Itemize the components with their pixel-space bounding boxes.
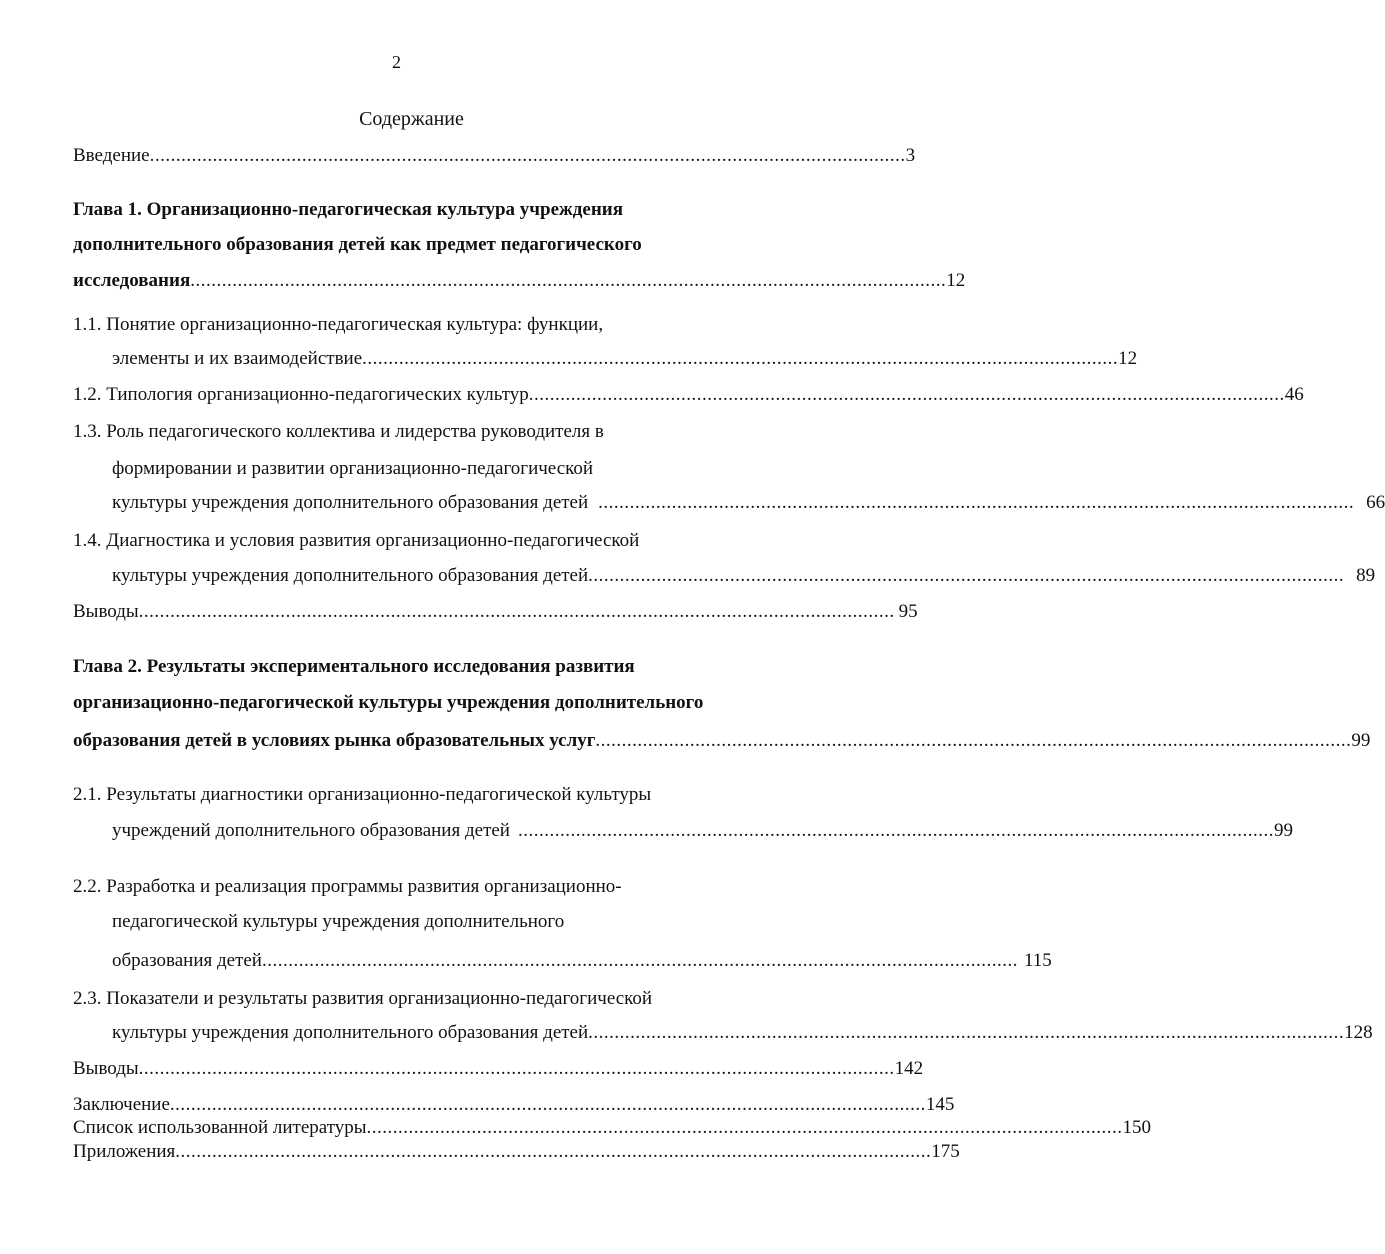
section-1-3-line-1[interactable]: 1.3. Роль педагогического коллектива и лидерства руководителя в [73,421,604,442]
toc-page-number: 115 [1023,950,1052,971]
leader-dots: ................................................................................................................................................ [190,270,947,291]
toc-page-number: 12 [946,270,966,291]
leader-dots: ................................................................................................................................................ [138,1058,895,1079]
toc-page-number: 128 [1344,1022,1373,1043]
section-2-2-line-3[interactable] [112,947,1052,975]
leader-dots: ................................................................................................................................................ [598,492,1355,513]
chapter-1-title-line-3[interactable] [73,267,966,295]
section-1-4-line-1[interactable]: 1.4. Диагностика и условия развития организационно-педагогической [73,530,640,551]
chapter-1-title-line-2[interactable]: дополнительного образования детей как предмет педагогического [73,234,642,255]
chapter-1-conclusions[interactable] [73,598,918,626]
toc-entry-label: Заключение [73,1094,170,1115]
section-1-3-line-3[interactable] [112,489,1385,517]
leader-dots: ................................................................................................................................................ [528,384,1285,405]
leader-dots: ................................................................................................................................................ [595,730,1352,751]
toc-page-number: 99 [1351,730,1371,751]
toc-entry-label: образования детей в условиях рынка образовательных услуг [73,730,596,751]
leader-dots: ................................................................................................................................................ [366,1117,1123,1138]
toc-entry-label: Приложения [73,1141,176,1162]
leader-dots: ................................................................................................................................................ [517,820,1274,841]
section-2-1-line-2[interactable] [112,817,1293,845]
chapter-2-title-line-2[interactable]: организационно-педагогической культуры учреждения дополнительного [73,692,704,713]
section-1-1-line-1[interactable]: 1.1. Понятие организационно-педагогическая культура: функции, [73,314,604,335]
toc-page-number: 145 [925,1094,955,1115]
toc-entry-label: Введение [73,145,150,166]
page-title: Содержание [359,108,464,130]
leader-dots: ................................................................................................................................................ [149,145,906,166]
toc-entry-references[interactable] [73,1117,1152,1139]
section-1-4-line-2[interactable] [112,562,1376,590]
toc-entry-conclusion[interactable] [73,1094,955,1116]
section-1-2[interactable] [73,381,1304,409]
toc-entry-label: Список использованной литературы [73,1117,367,1138]
section-1-1-line-2[interactable] [112,345,1138,373]
toc-page-number: 89 [1356,565,1376,586]
toc-page-number: 99 [1273,820,1293,841]
toc-page-number: 142 [894,1058,924,1079]
section-2-2-line-2[interactable]: педагогической культуры учреждения дополнительного [112,911,565,932]
toc-entry-label: культуры учреждения дополнительного образования детей [112,492,589,513]
leader-dots: ................................................................................................................................................ [175,1141,932,1162]
toc-entry-label: культуры учреждения дополнительного образования детей [112,1022,589,1043]
section-2-3-line-2[interactable] [112,1019,1373,1047]
toc-entry-label: культуры учреждения дополнительного образования детей [112,565,589,586]
toc-entry-label: элементы и их взаимодействие [112,348,363,369]
toc-entry-label: 1.2. Типология организационно-педагогических культур [73,384,529,405]
toc-page-number: 66 [1366,492,1385,513]
section-2-2-line-1[interactable]: 2.2. Разработка и реализация программы развития организационно- [73,876,622,897]
toc-entry-label: исследования [73,270,191,291]
toc-page-number: 95 [898,601,918,622]
toc-page-number: 175 [931,1141,960,1162]
section-1-3-line-2[interactable]: формировании и развитии организационно-педагогической [112,458,594,479]
toc-page-number: 150 [1122,1117,1152,1138]
toc-entry-label: Выводы [73,601,139,622]
section-2-3-line-1[interactable]: 2.3. Показатели и результаты развития организационно-педагогической [73,988,653,1009]
leader-dots: ................................................................................................................................................ [588,1022,1345,1043]
chapter-2-title-line-1[interactable]: Глава 2. Результаты экспериментального исследования развития [73,656,635,677]
leader-dots: ................................................................................................................................................ [588,565,1345,586]
leader-dots: ................................................................................................................................................ [362,348,1119,369]
toc-entry-introduction[interactable] [73,142,916,170]
chapter-1-title-line-1[interactable]: Глава 1. Организационно-педагогическая культура учреждения [73,199,624,220]
toc-entry-label: образования детей [112,950,262,971]
toc-page-number: 12 [1118,348,1138,369]
toc-page-number: 46 [1284,384,1304,405]
chapter-2-conclusions[interactable] [73,1055,924,1083]
toc-entry-label: учреждений дополнительного образования детей [112,820,510,841]
toc-page-number: 3 [905,145,916,166]
chapter-2-title-line-3[interactable] [73,727,1371,755]
leader-dots: ................................................................................................................................................ [261,950,1018,971]
leader-dots: ................................................................................................................................................ [138,601,895,622]
leader-dots: ................................................................................................................................................ [169,1094,926,1115]
toc-entry-label: Выводы [73,1058,139,1079]
section-2-1-line-1[interactable]: 2.1. Результаты диагностики организационно-педагогической культуры [73,784,652,805]
page-number: 2 [392,52,401,72]
toc-entry-appendices[interactable] [73,1141,960,1163]
